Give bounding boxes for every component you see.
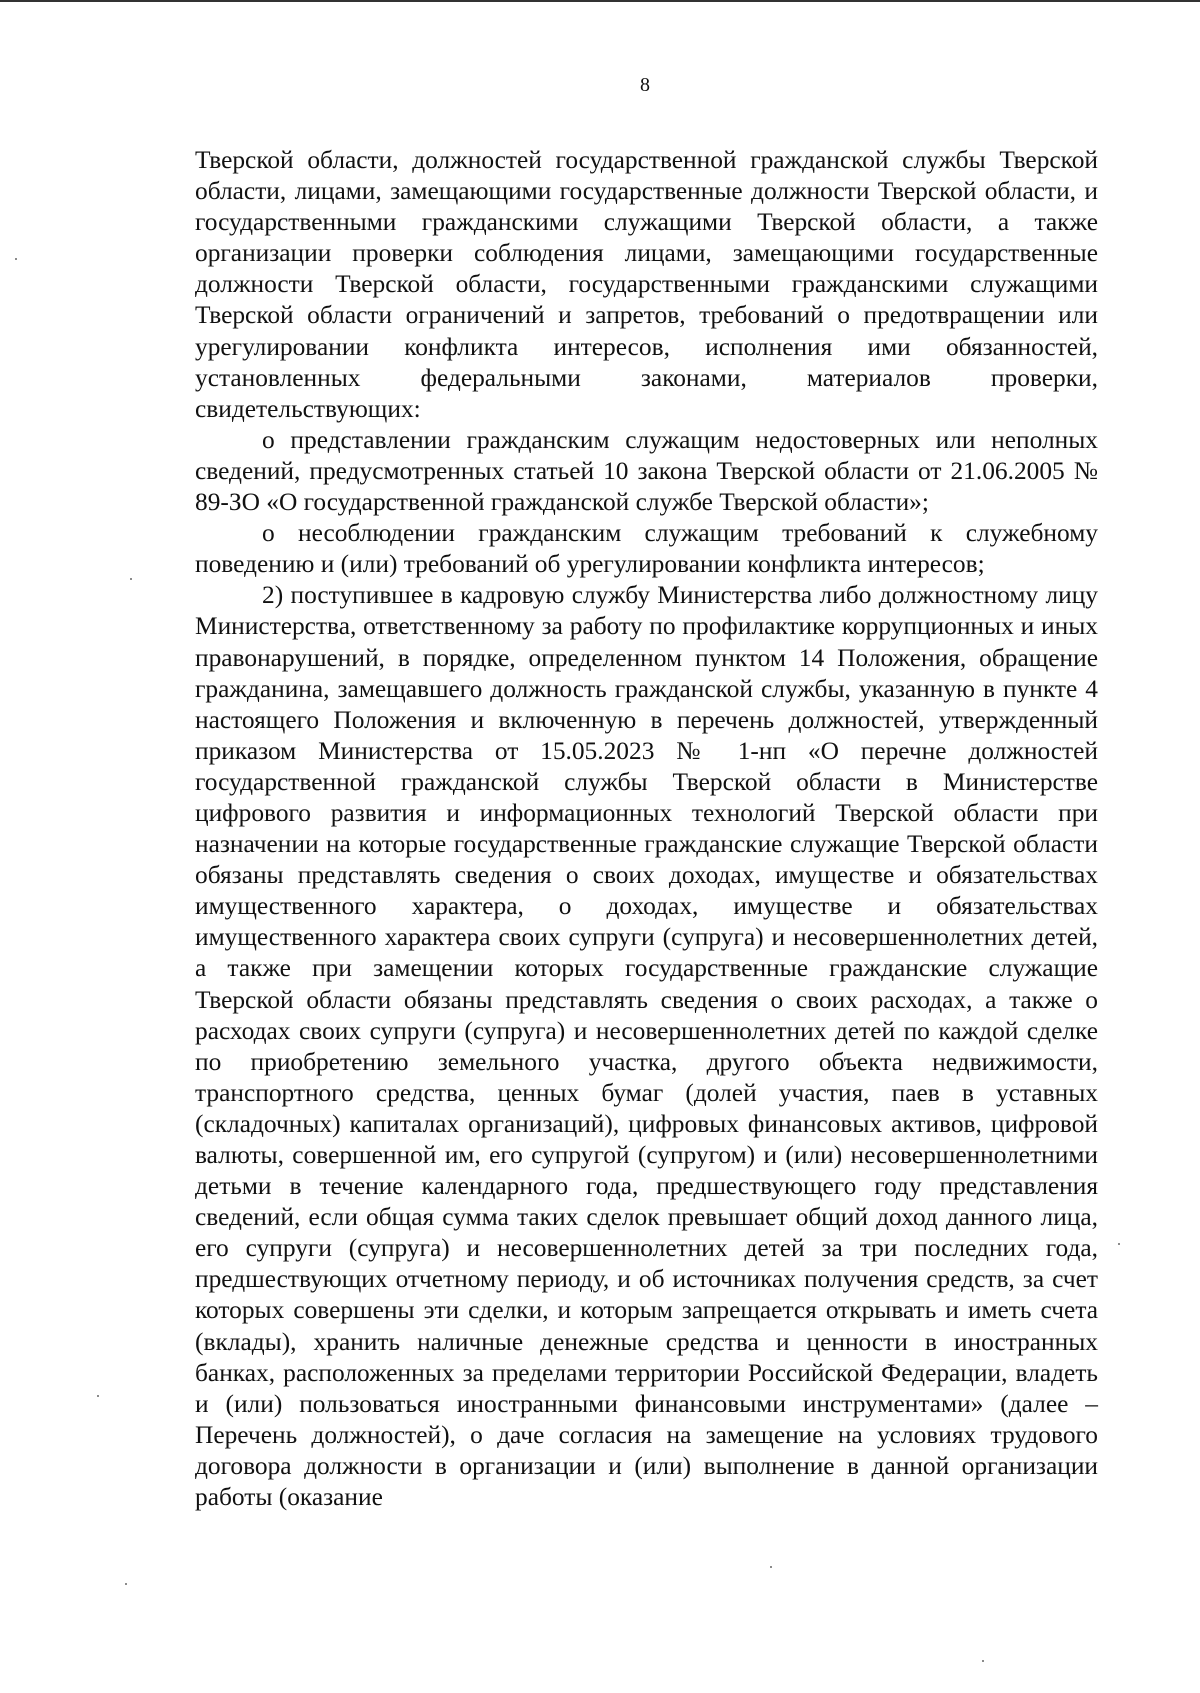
scan-speck: [770, 1566, 772, 1568]
scan-speck: [125, 1583, 127, 1585]
document-body: [195, 145, 1098, 1513]
scan-speck: [97, 1395, 99, 1397]
scan-top-edge: [0, 0, 1200, 2]
scan-speck: [1118, 1243, 1120, 1245]
paragraph-2: о представлении гражданским служащим недостоверных или неполных сведений, предусмотренных статьей 10 закона Тверской области от 21.06.2005 № 89-ЗО «О государственной гражданской службе Тверской области»;: [195, 425, 1098, 517]
paragraph-1: Тверской области, должностей государственной гражданской службы Тверской области, лицами, замещающими государственные должности Тверской области, и государственными гражданскими служащими Тверской области, а также организации проверки соблюдения лицами, замещающими государственные должности Тверской области, государственными гражданскими служащими Тверской области ограничений и запретов, требований о предотвращении или урегулировании конфликта интересов, исполнения ими обязанностей, установленных федеральными законами, материалов проверки, свидетельствующих:: [195, 146, 1098, 423]
scan-speck: [130, 578, 132, 580]
paragraph-3: о несоблюдении гражданским служащим требований к служебному поведению и (или) требований об урегулировании конфликта интересов;: [195, 519, 1098, 579]
page-number: 8: [640, 74, 650, 96]
scan-speck: [982, 1660, 984, 1662]
paragraph-4: 2) поступившее в кадровую службу Министерства либо должностному лицу Министерства, ответственному за работу по профилактике коррупционных и иных правонарушений, в порядке, определенном пунктом 14 Положения, обращение гражданина, замещавшего должность гражданской службы, указанную в пункте 4 настоящего Положения и включенную в перечень должностей, утвержденный приказом Министерства от 15.05.2023 № 1-нп «О перечне должностей государственной гражданской службы Тверской области в Министерстве цифрового развития и информационных технологий Тверской области при назначении на которые государственные гражданские служащие Тверской области обязаны представлять сведения о своих доходах, имуществе и обязательствах имущественного характера, о доходах, имуществе и обязательствах имущественного характера своих супруги (супруга) и несовершеннолетних детей, а также при замещении которых государственные гражданские служащие Тверской области обязаны представлять сведения о своих расходах, а также о расходах своих супруги (супруга) и несовершеннолетних детей по каждой сделке по приобретению земельного участка, другого объекта недвижимости, транспортного средства, ценных бумаг (долей участия, паев в уставных (складочных) капиталах организаций), цифровых финансовых активов, цифровой валюты, совершенной им, его супругой (супругом) и (или) несовершеннолетними детьми в течение календарного года, предшествующего году представления сведений, если общая сумма таких сделок превышает общий доход данного лица, его супруги (супруга) и несовершеннолетних детей за три последних года, предшествующих отчетному периоду, и об источниках получения средств, за счет которых совершены эти сделки, и которым запрещается открывать и иметь счета (вклады), хранить наличные денежные средства и ценности в иностранных банках, расположенных за пределами территории Российской Федерации, владеть и (или) пользоваться иностранными финансовыми инструментами» (далее – Перечень должностей), о даче согласия на замещение на условиях трудового договора должности в организации и (или) выполнение в данной организации работы (оказание: [195, 581, 1098, 1512]
scan-speck: [15, 258, 17, 260]
